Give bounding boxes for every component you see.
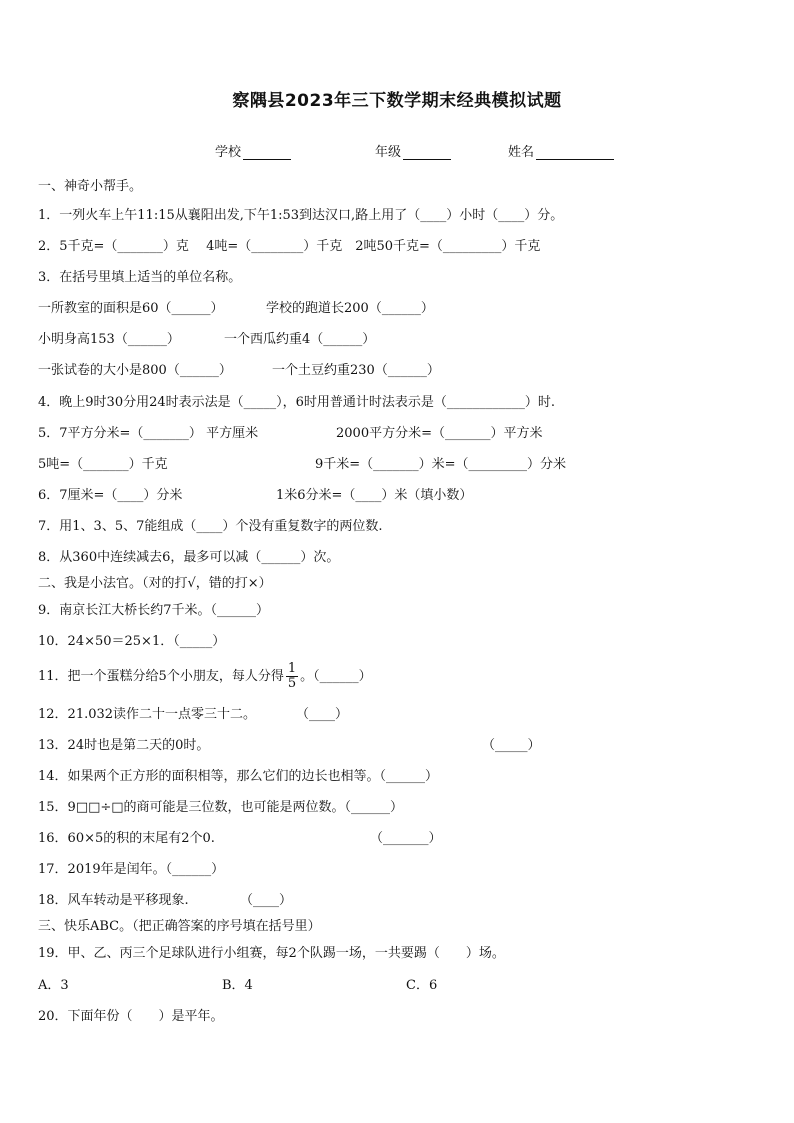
question-6-left: 6．7厘米=（____）分米 — [38, 488, 183, 503]
option-a[interactable]: A．3 — [38, 978, 69, 993]
question-3c-left: 一张试卷的大小是800（______） — [38, 363, 232, 378]
section-1-heading: 一、神奇小帮手。 — [38, 179, 143, 194]
question-3a-left: 一所教室的面积是60（______） — [38, 301, 224, 316]
question-11-text: 11．把一个蛋糕分给5个小朋友，每人分得 — [38, 669, 284, 684]
school-field[interactable] — [215, 141, 291, 160]
fraction — [286, 662, 298, 691]
section-2-heading: 二、我是小法官。（对的打√，错的打×） — [38, 576, 272, 591]
name-label: 姓名 — [508, 145, 535, 160]
question-3: 3．在括号里填上适当的单位名称。 — [38, 270, 242, 285]
question-3b-right: 一个西瓜约重4（______） — [224, 332, 376, 347]
question-7: 7．用1、3、5、7能组成（____）个没有重复数字的两位数. — [38, 519, 383, 534]
school-blank[interactable] — [243, 147, 291, 160]
question-3b-left: 小明身高153（______） — [38, 332, 180, 347]
section-3-heading: 三、快乐ABC。（把正确答案的序号填在括号里） — [38, 919, 321, 934]
question-18-text: 18．风车转动是平移现象. — [38, 893, 189, 908]
question-3c-right: 一个土豆约重230（______） — [272, 363, 440, 378]
question-13-answer: （_____） — [482, 738, 541, 753]
fraction-denominator: 5 — [287, 676, 297, 691]
school-label: 学校 — [215, 145, 242, 160]
question-5a-left: 5．7平方分米=（_______） 平方厘米 — [38, 426, 259, 441]
fraction-numerator: 1 — [287, 661, 297, 676]
question-4: 4．晚上9时30分用24时表示法是（_____），6时用普通计时法表示是（____________）时. — [38, 395, 556, 410]
question-2: 2．5千克=（_______）克 4吨=（________）千克 2吨50千克=（_________）千克 — [38, 239, 541, 254]
question-14: 14．如果两个正方形的面积相等，那么它们的边长也相等。（______） — [38, 769, 439, 784]
question-17: 17．2019年是闰年。（______） — [38, 862, 225, 877]
page-title: 察隅县2023年三下数学期末经典模拟试题 — [232, 91, 562, 111]
question-16-answer: （_______） — [370, 831, 442, 846]
question-18-answer: （____） — [240, 893, 293, 908]
grade-field[interactable] — [375, 141, 451, 160]
question-9: 9．南京长江大桥长约7千米。（______） — [38, 603, 270, 618]
question-16-text: 16．60×5的积的末尾有2个0. — [38, 831, 215, 846]
option-c[interactable]: C．6 — [406, 978, 438, 993]
name-field[interactable] — [508, 141, 614, 160]
question-11 — [38, 662, 774, 692]
question-1: 1．一列火车上午11:15从襄阳出发,下午1:53到达汉口,路上用了（____）小时（____）分。 — [38, 208, 564, 223]
name-blank[interactable] — [536, 147, 614, 160]
question-15: 15．9□□÷□的商可能是三位数，也可能是两位数。（______） — [38, 800, 404, 815]
grade-blank[interactable] — [403, 147, 451, 160]
question-8: 8．从360中连续减去6，最多可以减（______）次。 — [38, 550, 340, 565]
grade-label: 年级 — [375, 145, 402, 160]
question-20: 20．下面年份（ ）是平年。 — [38, 1009, 224, 1024]
question-6-right: 1米6分米=（____）米（填小数） — [276, 488, 473, 503]
question-5b-right: 9千米=（_______）米=（_________）分米 — [315, 457, 567, 472]
question-19: 19．甲、乙、丙三个足球队进行小组赛，每2个队踢一场，一共要踢（ ）场。 — [38, 946, 505, 961]
question-3a-right: 学校的跑道长200（______） — [266, 301, 434, 316]
question-11-answer: 。（______） — [300, 669, 372, 684]
question-5b-left: 5吨=（_______）千克 — [38, 457, 168, 472]
question-13-text: 13．24时也是第二天的0时。 — [38, 738, 210, 753]
question-10: 10．24×50＝25×1．（_____） — [38, 634, 226, 649]
option-b[interactable]: B．4 — [222, 978, 253, 993]
question-12-answer: （____） — [296, 707, 349, 722]
question-12-text: 12．21.032读作二十一点零三十二。 — [38, 707, 257, 722]
question-5a-right: 2000平方分米=（_______）平方米 — [336, 426, 543, 441]
